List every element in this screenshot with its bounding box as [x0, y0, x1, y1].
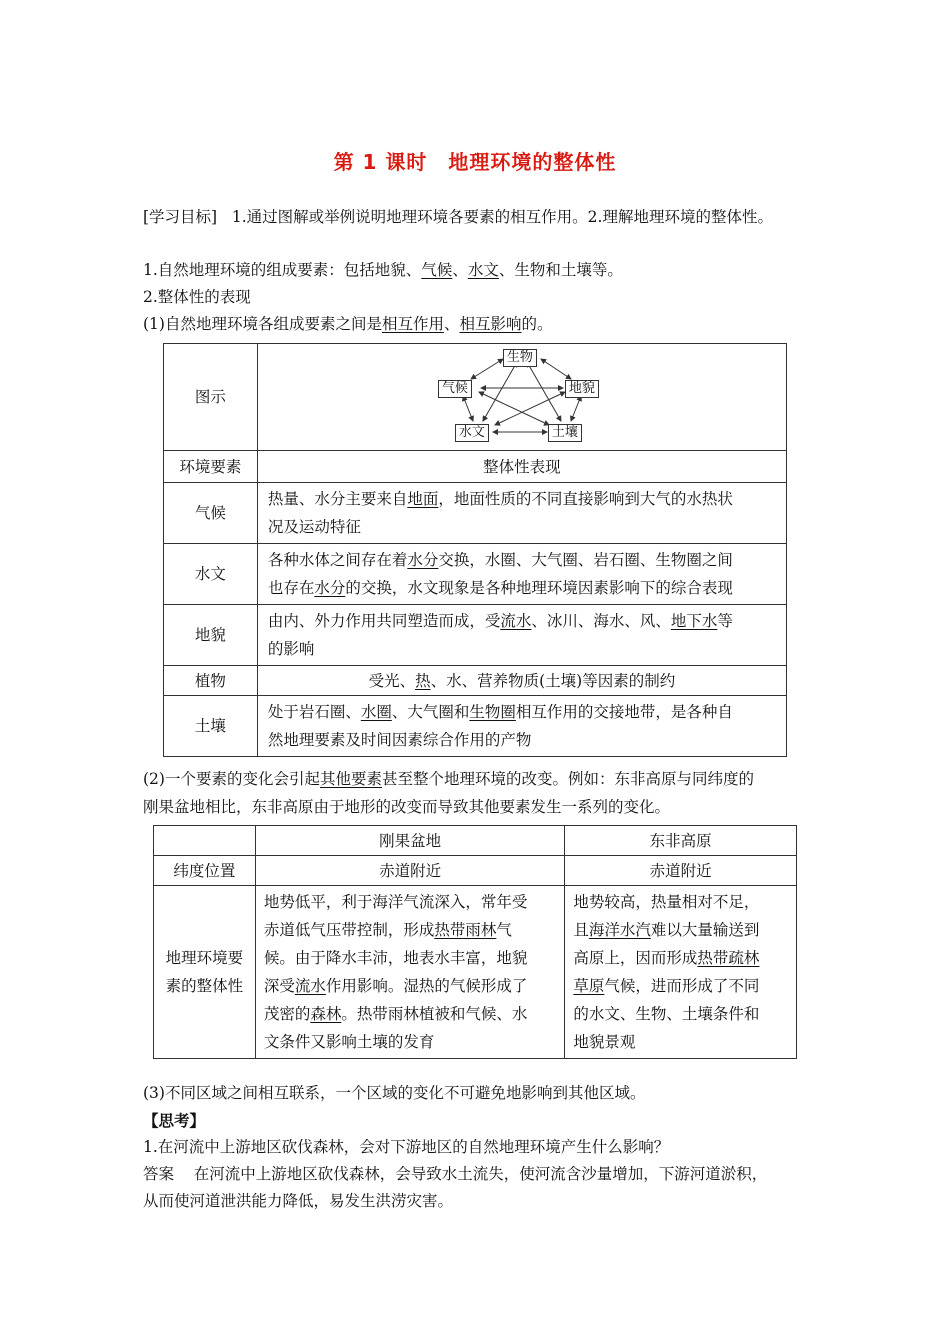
row-label: 地貌 [164, 605, 258, 666]
row-content [257, 696, 786, 757]
answer-label: 答案 [143, 1165, 175, 1183]
text: 况及运动特征 [267, 518, 361, 536]
fill-in: 热带雨林 [434, 921, 497, 939]
text: 地理环境要 [165, 949, 244, 967]
row-latitude-label: 纬度位置 [154, 856, 256, 886]
fill-in: 生物圈 [469, 703, 516, 721]
text: 茂密的 [263, 1005, 311, 1023]
row-content [257, 605, 786, 666]
fill-in: 相互作用 [381, 315, 444, 333]
fill-in: 流水 [500, 612, 532, 630]
text: 甚至整个地理环境的改变。例如：东非高原与同纬度的 [381, 770, 754, 788]
node-soil: 土壤 [548, 424, 582, 442]
paragraph-4-line2: 刚果盆地相比，东非高原由于地形的改变而导致其他要素发生一系列的变化。 [143, 798, 671, 816]
text: 、大气圈和 [391, 703, 470, 721]
elements-table [163, 343, 787, 757]
text: 也存在 [267, 579, 315, 597]
text: 高原上，因而形成 [573, 949, 698, 967]
text: 、 [443, 315, 460, 333]
text: 、生物和土壤等。 [498, 261, 623, 279]
text: 的。 [521, 315, 553, 333]
text: 等 [717, 612, 733, 630]
goals-text: 1.通过图解或举例说明地理环境各要素的相互作用。2.理解地理环境的整体性。 [231, 208, 773, 226]
text: 素的整体性 [165, 977, 244, 995]
text: 相互作用的交接地带，是各种自 [515, 703, 733, 721]
text: 热量、水分主要来自 [267, 490, 408, 508]
text: 赤道低气压带控制，形成 [263, 921, 435, 939]
text: 的交换，水文现象是各种地理环境因素影响下的综合表现 [345, 579, 733, 597]
table-row [164, 483, 787, 544]
row-label: 植物 [164, 666, 258, 696]
comparison-table [153, 825, 797, 1059]
fill-in: 水圈 [360, 703, 392, 721]
node-hydro: 水文 [455, 424, 489, 442]
text: 各种水体之间存在着 [267, 551, 408, 569]
table-row [164, 544, 787, 605]
text: 、冰川、海水、风、 [531, 612, 671, 630]
fill-in: 气候 [421, 261, 453, 279]
text: 、水、营养物质(土壤)等因素的制约 [430, 671, 676, 690]
row-content [257, 483, 786, 544]
fill-in: 海洋水汽 [588, 921, 651, 939]
col-congo: 刚果盆地 [255, 826, 565, 856]
question-1: 1.在河流中上游地区砍伐森林，会对下游地区的自然地理环境产生什么影响？ [143, 1138, 670, 1156]
fill-in: 相互影响 [459, 315, 522, 333]
diagram-cell [257, 344, 786, 451]
fill-in: 热 [415, 671, 431, 690]
table-row [164, 605, 787, 666]
text: 地势较高，热量相对不足， [573, 893, 760, 911]
fill-in: 草原 [573, 977, 605, 995]
text: 地势低平，利于海洋气流深入，常年受 [263, 893, 528, 911]
text: 的水文、生物、土壤条件和 [573, 1005, 760, 1023]
text: 候。由于降水丰沛，地表水丰富，地貌 [263, 949, 528, 967]
congo-content [255, 886, 565, 1059]
fill-in: 森林 [310, 1005, 342, 1023]
text: 受光、 [368, 671, 416, 690]
text: (1)自然地理环境各组成要素之间是 [143, 315, 382, 333]
text: 。热带雨林植被和气候、水 [341, 1005, 528, 1023]
east-africa-content [565, 886, 797, 1059]
row-content [257, 544, 786, 605]
diagram-label-cell: 图示 [164, 344, 258, 451]
text: 、 [452, 261, 468, 279]
row-label: 水文 [164, 544, 258, 605]
text: 交换，水圈、大气圈、岩石圈、生物圈之间 [438, 551, 733, 569]
text: 1.自然地理环境的组成要素：包括地貌、 [143, 261, 422, 279]
latitude-east-africa: 赤道附近 [565, 856, 797, 886]
text: 的影响 [267, 640, 315, 658]
think-heading: 【思考】 [143, 1112, 206, 1130]
paragraph-4 [143, 768, 754, 790]
text: (2)一个要素的变化会引起 [143, 770, 320, 788]
corner-cell [154, 826, 256, 856]
text: 难以大量输送到 [650, 921, 760, 939]
page-title: 第 1 课时 地理环境的整体性 [333, 150, 617, 174]
paragraph-5: (3)不同区域之间相互联系，一个区域的变化不可避免地影响到其他区域。 [143, 1084, 646, 1102]
text: 然地理要素及时间因素综合作用的产物 [267, 731, 532, 749]
text: 气候，进而形成了不同 [604, 977, 760, 995]
text: 作用影响。湿热的气候形成了 [325, 977, 528, 995]
text: 由内、外力作用共同塑造而成，受 [267, 612, 501, 630]
fill-in: 地面 [407, 490, 439, 508]
elements-diagram [435, 347, 609, 447]
table-row [164, 666, 787, 696]
header-element: 环境要素 [164, 451, 258, 483]
node-bio: 生物 [503, 349, 537, 367]
fill-in: 其他要素 [319, 770, 382, 788]
fill-in: 热带疏林 [697, 949, 760, 967]
paragraph-1 [143, 259, 623, 281]
answer-line-2: 从而使河道泄洪能力降低，易发生洪涝灾害。 [143, 1192, 454, 1210]
goals-label: [学习目标] [143, 208, 218, 226]
row-content [257, 666, 786, 696]
latitude-congo: 赤道附近 [255, 856, 565, 886]
text: 在河流中上游地区砍伐森林，会导致水土流失，使河流含沙量增加，下游河道淤积， [193, 1165, 768, 1183]
text: 文条件又影响土壤的发育 [263, 1033, 435, 1051]
paragraph-3 [143, 313, 553, 335]
header-expression: 整体性表现 [257, 451, 786, 483]
col-east-africa: 东非高原 [565, 826, 797, 856]
text: 且 [573, 921, 589, 939]
row-label: 气候 [164, 483, 258, 544]
text: 处于岩石圈、 [267, 703, 361, 721]
fill-in: 水分 [407, 551, 439, 569]
text: 地貌景观 [573, 1033, 636, 1051]
row-integrity-label [154, 886, 256, 1059]
table-row [164, 696, 787, 757]
text: 气 [496, 921, 512, 939]
node-landform: 地貌 [565, 380, 599, 398]
paragraph-2: 2.整体性的表现 [143, 288, 251, 306]
fill-in: 水分 [314, 579, 346, 597]
fill-in: 地下水 [670, 612, 718, 630]
text: 深受 [263, 977, 295, 995]
text: ，地面性质的不同直接影响到大气的水热状 [438, 490, 733, 508]
row-label: 土壤 [164, 696, 258, 757]
fill-in: 水文 [467, 261, 499, 279]
fill-in: 流水 [294, 977, 326, 995]
learning-goals [143, 206, 773, 228]
answer-line-1 [143, 1163, 767, 1185]
node-climate: 气候 [438, 380, 472, 398]
